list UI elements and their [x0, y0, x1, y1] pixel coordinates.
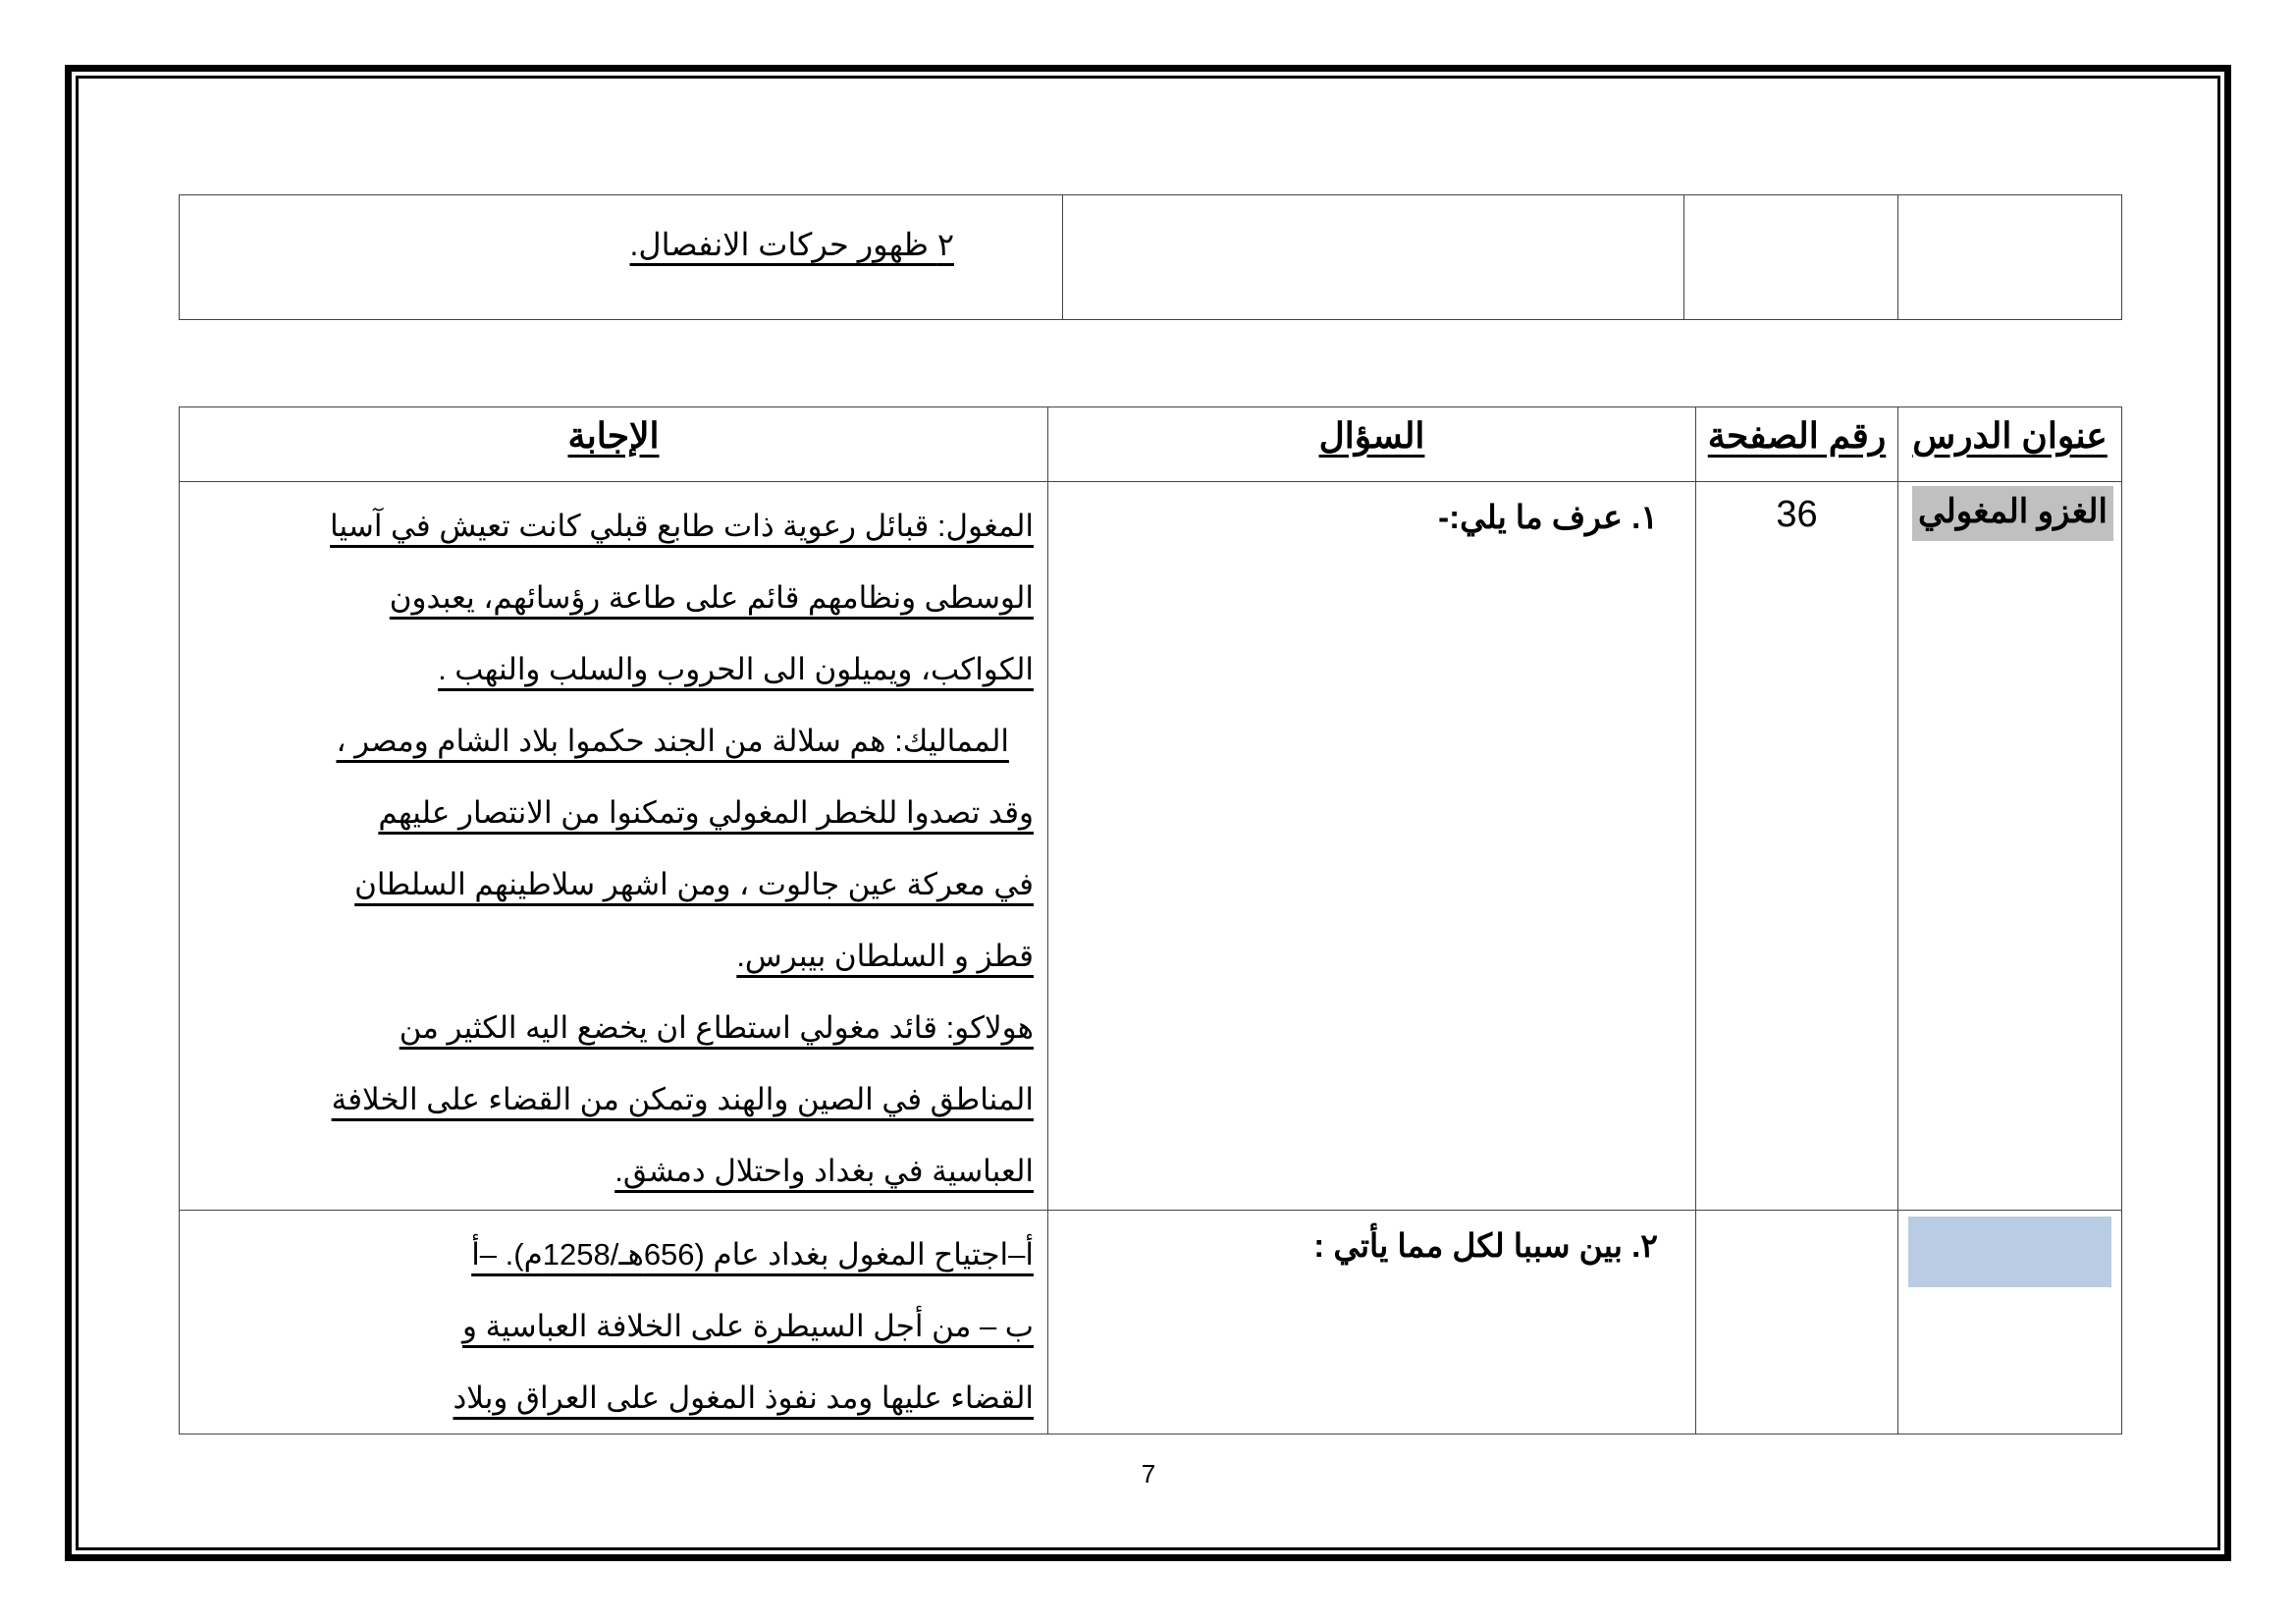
answer-line: العباسية في بغداد واحتلال دمشق.	[614, 1154, 1034, 1188]
row1-page-number: 36	[1696, 482, 1898, 1211]
answer-line: ب – من أجل السيطرة على الخلافة العباسية و	[462, 1309, 1034, 1343]
header-page-number: رقم الصفحة	[1696, 407, 1898, 482]
table-header-row	[180, 407, 2122, 482]
cont-answer-text: ٢ ظهور حركات الانفصال.	[629, 227, 954, 262]
row2-question: ٢. بين سببا لكل مما يأتي :	[1048, 1211, 1696, 1435]
cont-question-cell	[1063, 195, 1684, 320]
empty-title-highlight	[1908, 1217, 2111, 1287]
answer-line: المناطق في الصين والهند وتمكن من القضاء على الخلافة	[331, 1082, 1034, 1116]
cont-lesson-cell	[1898, 195, 2122, 320]
answer-line: أ–اجتياح المغول بغداد عام (656هـ/1258م). –أ	[471, 1237, 1034, 1272]
row1-lesson-cell	[1898, 482, 2122, 1211]
header-lesson-title: عنوان الدرس	[1898, 407, 2122, 482]
table-row	[180, 1211, 2122, 1435]
row2-answer	[180, 1211, 1048, 1435]
answer-line: القضاء عليها ومد نفوذ المغول على العراق وبلاد	[453, 1380, 1034, 1415]
answer-line: المماليك: هم سلالة من الجند حكموا بلاد الشام ومصر ،	[336, 724, 1009, 758]
page-number: 7	[1141, 1459, 1156, 1489]
row1-answer	[180, 482, 1048, 1211]
cont-page-cell	[1684, 195, 1898, 320]
cont-answer-cell	[180, 195, 1063, 320]
answer-line: في معركة عين جالوت ، ومن اشهر سلاطينهم السلطان	[354, 867, 1034, 901]
answer-line: المغول: قبائل رعوية ذات طابع قبلي كانت تعيش في آسيا	[330, 509, 1034, 543]
table-row	[180, 482, 2122, 1211]
header-answer: الإجابة	[180, 407, 1048, 482]
header-question: السؤال	[1048, 407, 1696, 482]
answer-line: وقد تصدوا للخطر المغولي وتمكنوا من الانتصار عليهم	[378, 795, 1034, 830]
continuation-table	[179, 194, 2122, 320]
lesson-title-badge: الغزو المغولي	[1912, 486, 2113, 541]
answer-line: هولاكو: قائد مغولي استطاع ان يخضع اليه الكثير من	[399, 1010, 1034, 1045]
row1-question: ١. عرف ما يلي:-	[1048, 482, 1696, 1211]
row2-page-cell	[1696, 1211, 1898, 1435]
qa-table	[179, 406, 2122, 1435]
answer-line: قطز و السلطان بيبرس.	[736, 939, 1034, 973]
answer-line: الوسطى ونظامهم قائم على طاعة رؤسائهم، يعبدون	[389, 580, 1034, 615]
answer-line: الكواكب، ويميلون الى الحروب والسلب والنهب .	[438, 652, 1034, 686]
row2-lesson-cell	[1898, 1211, 2122, 1435]
